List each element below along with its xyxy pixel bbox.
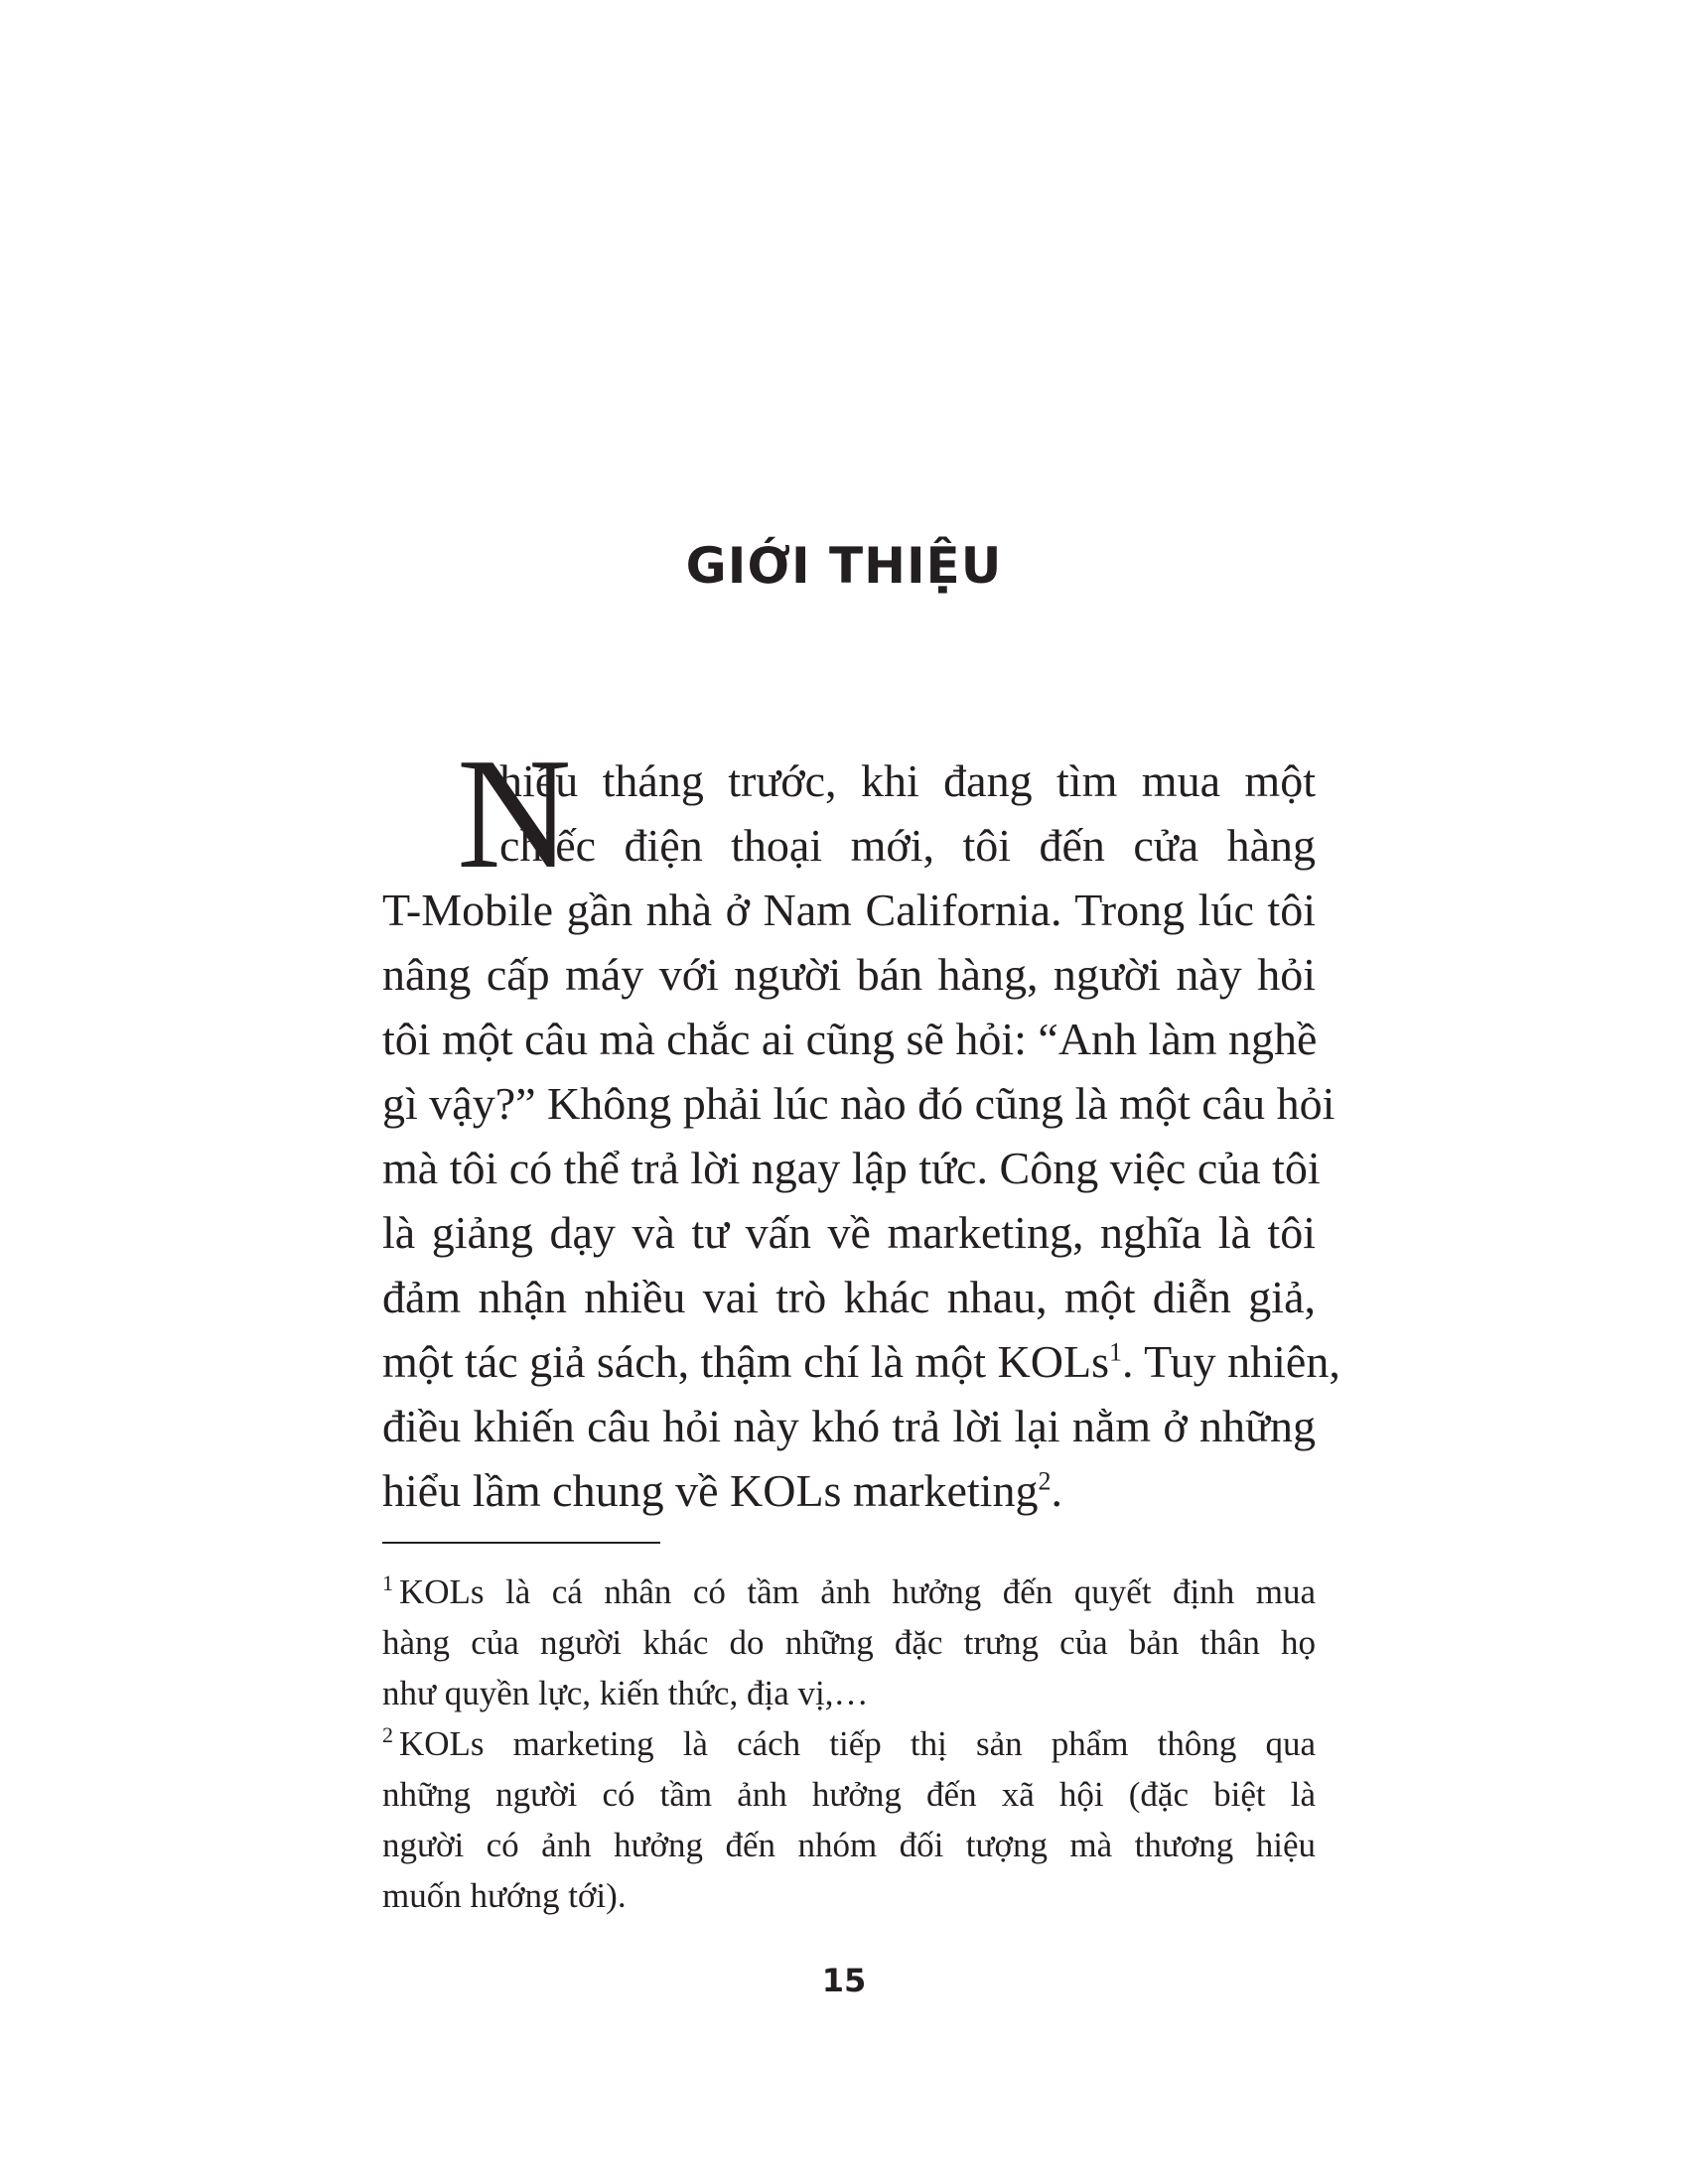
footnote-divider [382, 1542, 660, 1544]
body-line: mà tôi có thể trả lời ngay lập tức. Công việc của tôi [382, 1143, 1321, 1193]
chapter-title: GIỚI THIỆU [685, 537, 1003, 595]
drop-cap: N [457, 725, 572, 901]
body-line: điều khiến câu hỏi này khó trả lời lại nằm ở những [382, 1401, 1316, 1451]
body-line: nâng cấp máy với người bán hàng, người này hỏi [382, 949, 1316, 1000]
body-line: là giảng dạy và tư vấn về marketing, nghĩa là tôi [382, 1207, 1316, 1258]
body-text-fragment: một tác giả sách, thậm chí là một KOLs [382, 1336, 1109, 1387]
footnote-number: 2 [382, 1722, 393, 1748]
footnote-line: hàng của người khác do những đặc trưng của bản thân họ [382, 1623, 1316, 1662]
body-line: tôi một câu mà chắc ai cũng sẽ hỏi: “Anh làm nghề [382, 1014, 1318, 1064]
body-line: hiều tháng trước, khi đang tìm mua một [499, 755, 1316, 806]
body-line-with-ref [382, 1458, 1316, 1523]
footnote-number: 1 [382, 1570, 393, 1596]
body-line: T-Mobile gần nhà ở Nam California. Trong lúc tôi [382, 885, 1316, 935]
body-text-fragment: . Tuy nhiên, [1121, 1336, 1340, 1387]
footnote-text: KOLs marketing là cách tiếp thị sản phẩm thông qua [399, 1724, 1316, 1763]
footnote-line: người có ảnh hưởng đến nhóm đối tượng mà thương hiệu [382, 1826, 1316, 1864]
footnote-line [382, 1718, 1316, 1769]
body-text-fragment: hiểu lầm chung về KOLs marketing [382, 1465, 1039, 1516]
body-text-fragment: . [1051, 1465, 1062, 1516]
footnotes [382, 1567, 1316, 1921]
footnote-line [382, 1567, 1316, 1617]
footnote-line: như quyền lực, kiến thức, địa vị,… [382, 1674, 869, 1712]
body-line: gì vậy?” Không phải lúc nào đó cũng là một câu hỏi [382, 1078, 1336, 1129]
body-line: chiếc điện thoại mới, tôi đến cửa hàng [499, 820, 1316, 871]
body-paragraph [382, 725, 1340, 1523]
body-line: đảm nhận nhiều vai trò khác nhau, một diễn giả, [382, 1272, 1316, 1322]
footnote-line: những người có tầm ảnh hưởng đến xã hội (đặc biệt là [382, 1775, 1316, 1814]
footnote-ref-2: 2 [1038, 1466, 1052, 1496]
body-line-with-ref [382, 1329, 1340, 1394]
footnote-text: KOLs là cá nhân có tầm ảnh hưởng đến quyết định mua [399, 1572, 1316, 1611]
footnote-ref-1: 1 [1108, 1337, 1122, 1367]
page-number: 15 [821, 1962, 867, 1999]
footnote-line: muốn hướng tới). [382, 1876, 627, 1915]
